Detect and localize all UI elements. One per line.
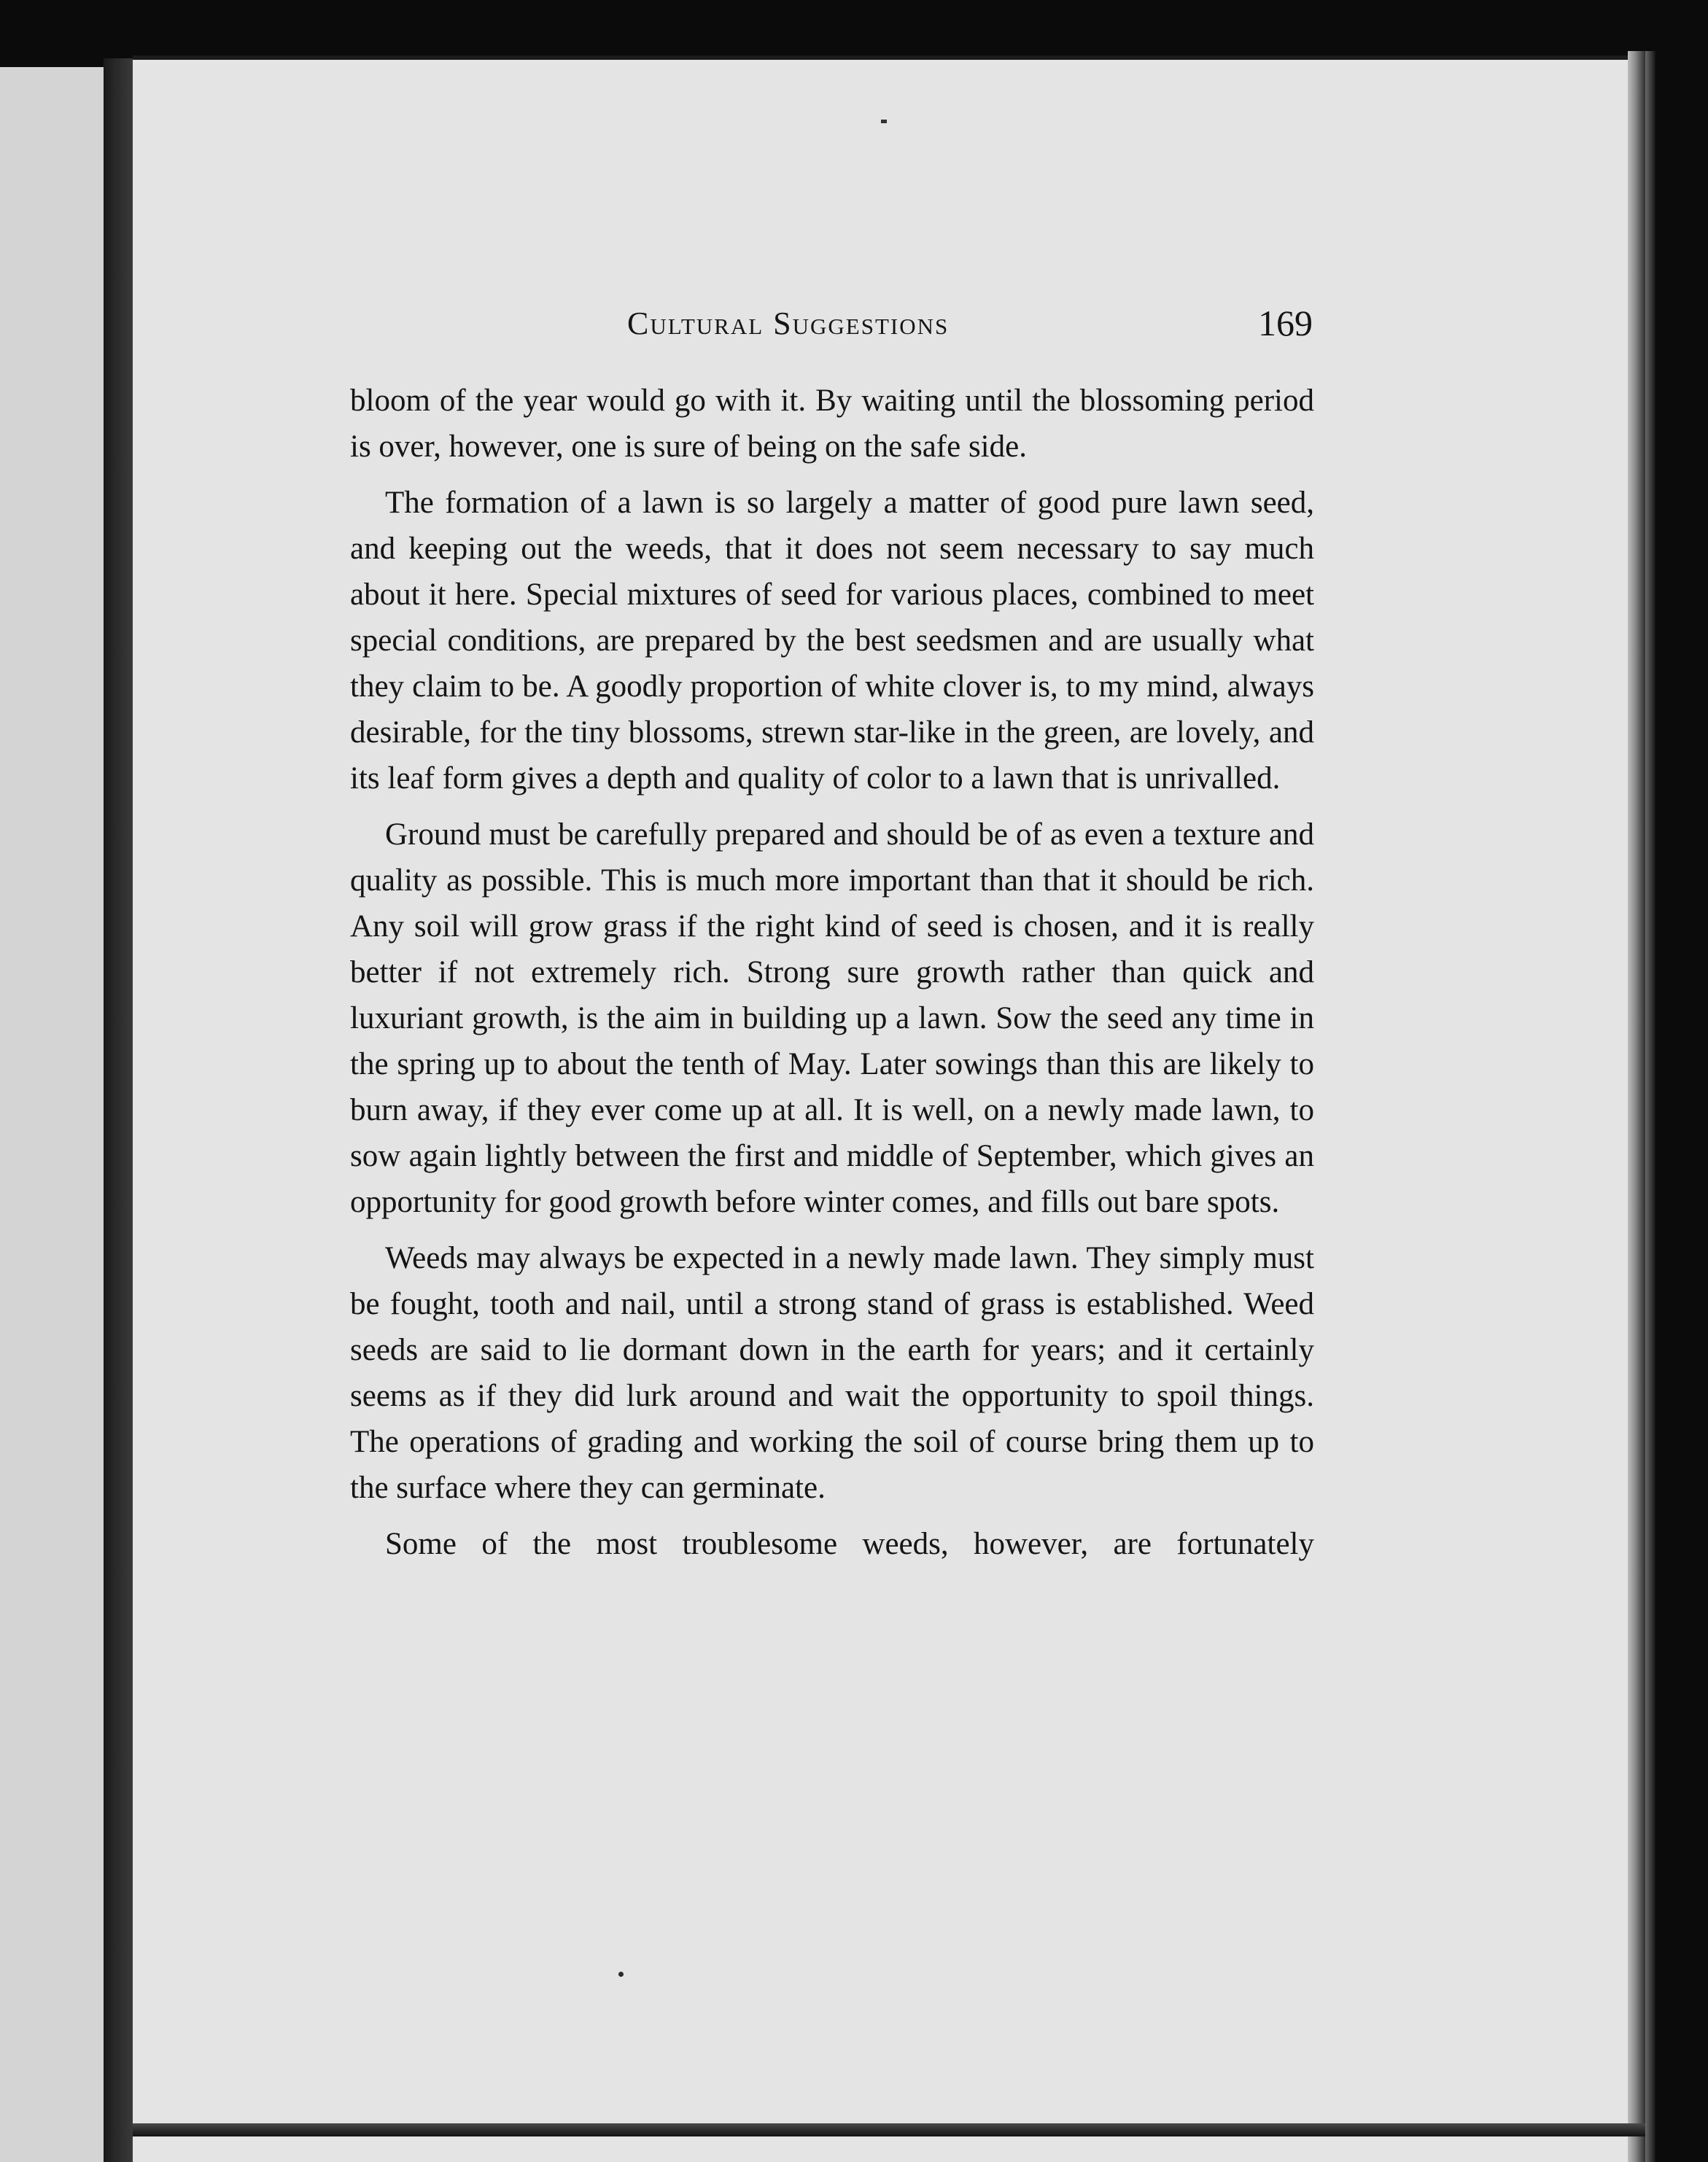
page-fore-edge-shadow — [1645, 51, 1655, 2162]
page-bottom-edge — [133, 2123, 1645, 2136]
paragraph-lawn-formation: The formation of a lawn is so largely a matter of good pure lawn seed, and keeping out the weeds, that it does not seem necessary to say much about it here. Special mixtures of seed for various places, combined to meet special conditions, are prepared by the best seedsmen and are usually what they claim to be. A goodly proportion of white clover is, to my mind, always desirable, for the tiny blossoms, strewn star-like in the green, are lovely, and its leaf form gives a depth and quality of color to a lawn that is unrivalled. — [350, 486, 1314, 796]
running-head — [350, 292, 1314, 350]
paragraph-weeds: Weeds may always be expected in a newly made lawn. They simply must be fought, tooth and nail, until a strong stand of grass is established. Weed seeds are said to lie dormant down in the earth for years; and it certainly seems as if they did lurk around and wait the opportunity to spoil things. The operations of grading and working the soil of course bring them up to the surface where they can germinate. — [350, 1241, 1314, 1505]
running-head-title: Cultural Suggestions — [627, 306, 950, 341]
paragraph-troublesome-weeds: Some of the most troublesome weeds, however, are fortunately — [385, 1527, 1314, 1561]
page-number: 169 — [1258, 303, 1313, 343]
book-gutter — [104, 58, 133, 2162]
page-fore-edge — [1628, 51, 1645, 2162]
facing-page-edge — [0, 67, 104, 2162]
scan-speck — [881, 120, 887, 123]
page-text-block — [350, 292, 1314, 1577]
scan-speck — [618, 1972, 624, 1977]
paragraph-ground-preparation: Ground must be carefully prepared and should be of as even a texture and quality as possible. This is much more important than that it should be rich. Any soil will grow grass if the right kind of seed is chosen, and it is really better if not extremely rich. Strong sure growth rather than quick and luxuriant growth, is the aim in building up a lawn. Sow the seed any time in the spring up to about the tenth of May. Later sowings than this are likely to burn away, if they ever come up at all. It is well, on a newly made lawn, to sow again lightly between the first and middle of September, which gives an opportunity for good growth before winter comes, and fills out bare spots. — [350, 817, 1314, 1219]
paragraph-continued: bloom of the year would go with it. By waiting until the blossoming period is over, however, one is sure of being on the safe side. — [350, 384, 1314, 464]
